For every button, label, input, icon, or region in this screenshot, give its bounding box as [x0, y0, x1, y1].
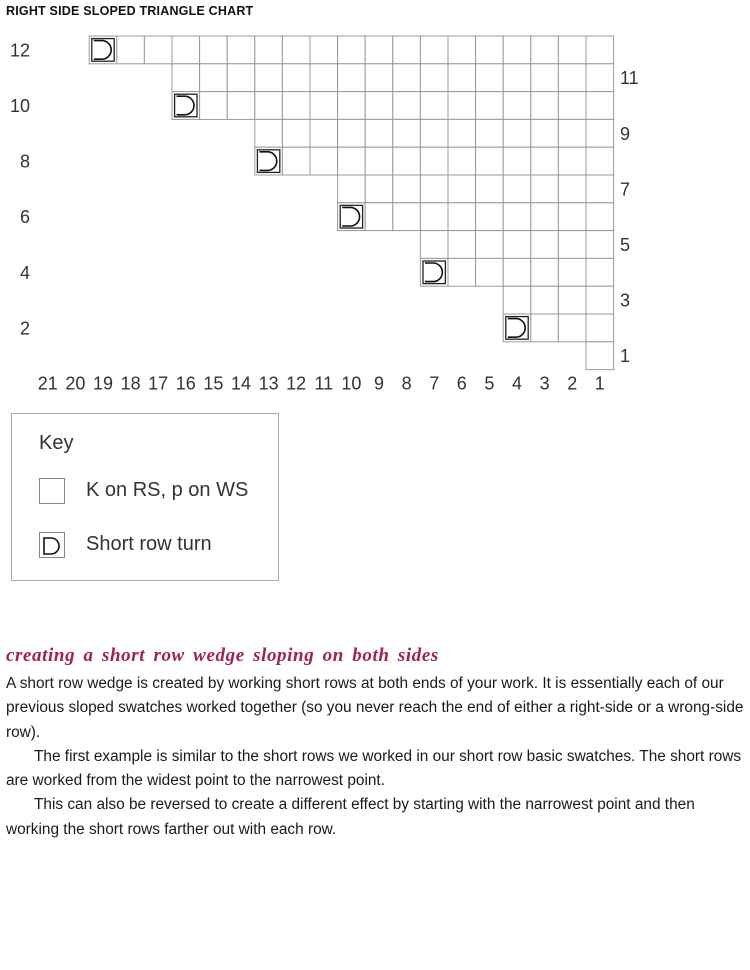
column-label: 7 — [429, 373, 440, 394]
chart-cell — [586, 231, 614, 259]
chart-cell — [558, 147, 586, 175]
chart-cell — [476, 203, 504, 231]
chart-cell — [448, 36, 476, 64]
chart-cell — [338, 64, 366, 92]
chart-cell — [448, 92, 476, 120]
chart-cell — [393, 119, 421, 147]
chart-cell — [365, 147, 393, 175]
chart-cell — [531, 92, 559, 120]
chart-cell — [227, 64, 255, 92]
column-label: 8 — [401, 373, 412, 394]
row-label-right: 9 — [620, 123, 631, 144]
chart-cell — [558, 36, 586, 64]
chart-title: RIGHT SIDE SLOPED TRIANGLE CHART — [6, 4, 254, 18]
paragraph: The first example is similar to the short rows we worked in our short row basic swatches. The short rows are worked from the widest point to the narrowest point. — [6, 747, 742, 790]
chart-cell — [420, 92, 448, 120]
section-heading: creating a short row wedge sloping on both sides — [6, 645, 439, 666]
row-label-right: 3 — [620, 290, 631, 311]
chart-cell — [393, 92, 421, 120]
chart-cell — [227, 92, 255, 120]
chart-cell — [310, 147, 338, 175]
column-label: 13 — [258, 373, 279, 394]
chart-cell — [586, 119, 614, 147]
chart-cell — [503, 119, 531, 147]
chart-cell — [503, 36, 531, 64]
empty-square-icon — [39, 478, 65, 504]
chart-cell — [200, 92, 228, 120]
chart-cell — [586, 64, 614, 92]
chart-cell — [558, 314, 586, 342]
chart-cell — [448, 231, 476, 259]
column-label: 12 — [286, 373, 307, 394]
chart-cell — [586, 286, 614, 314]
chart-cell — [558, 64, 586, 92]
chart-key — [11, 413, 279, 581]
key-item-label: K on RS, p on WS — [86, 479, 249, 501]
chart-cell — [476, 64, 504, 92]
chart-cell — [420, 36, 448, 64]
key-item-label: Short row turn — [86, 533, 212, 555]
chart-cell — [117, 36, 145, 64]
key-item-short-row-turn — [39, 532, 269, 560]
chart-cell — [365, 119, 393, 147]
chart-cell — [503, 147, 531, 175]
chart-cell — [586, 147, 614, 175]
chart-cell — [144, 36, 172, 64]
chart-cell — [420, 175, 448, 203]
chart-cell — [476, 258, 504, 286]
column-label: 5 — [484, 373, 495, 394]
paragraph: This can also be reversed to create a different effect by starting with the narrowest point and then working the short rows farther out with each row. — [6, 796, 695, 838]
chart-cell — [365, 175, 393, 203]
chart-cell — [420, 147, 448, 175]
chart-cell — [531, 36, 559, 64]
paragraph: A short row wedge is created by working short rows at both ends of your work. It is essentially each of our previous sloped swatches worked together (so you never reach the end of either a right-side or a wrong-side row). — [6, 675, 744, 741]
column-label: 21 — [37, 373, 58, 394]
chart-cell — [365, 64, 393, 92]
chart-cell — [586, 203, 614, 231]
chart-cell — [531, 314, 559, 342]
column-label: 18 — [120, 373, 141, 394]
row-label-left: 10 — [9, 96, 30, 116]
row-label-right: 1 — [620, 346, 631, 367]
knitting-chart — [0, 22, 750, 402]
chart-cell — [255, 64, 283, 92]
chart-cell — [420, 231, 448, 259]
chart-cell — [448, 119, 476, 147]
chart-cell — [282, 147, 310, 175]
column-label: 2 — [567, 373, 578, 394]
chart-cell — [310, 92, 338, 120]
chart-cell — [503, 92, 531, 120]
column-label: 19 — [92, 373, 114, 394]
column-label: 3 — [539, 373, 550, 394]
chart-cell — [282, 119, 310, 147]
chart-cell — [558, 231, 586, 259]
column-label: 1 — [594, 373, 605, 394]
column-label: 10 — [341, 373, 362, 394]
chart-cell — [448, 203, 476, 231]
chart-cell — [558, 203, 586, 231]
chart-cell — [282, 92, 310, 120]
chart-cell — [586, 36, 614, 64]
chart-cell — [172, 36, 200, 64]
row-label-right: 7 — [620, 179, 631, 200]
column-label: 14 — [230, 373, 252, 394]
column-label: 9 — [373, 373, 385, 394]
chart-cell — [338, 92, 366, 120]
chart-cell — [476, 231, 504, 259]
chart-cell — [503, 175, 531, 203]
row-label-left: 12 — [9, 40, 30, 61]
short-row-turn-icon — [39, 532, 65, 558]
chart-cell — [393, 203, 421, 231]
column-label: 6 — [456, 373, 467, 394]
chart-cell — [338, 147, 366, 175]
chart-cell — [531, 203, 559, 231]
chart-cell — [503, 231, 531, 259]
chart-cell — [531, 119, 559, 147]
column-label: 16 — [175, 373, 196, 394]
chart-cell — [503, 203, 531, 231]
chart-cell — [531, 147, 559, 175]
chart-cell — [420, 203, 448, 231]
chart-cell — [558, 258, 586, 286]
chart-cell — [476, 92, 504, 120]
chart-cell — [227, 36, 255, 64]
column-label: 4 — [511, 373, 523, 394]
chart-cell — [476, 175, 504, 203]
chart-cell — [503, 286, 531, 314]
key-title: Key — [39, 432, 74, 454]
chart-cell — [172, 64, 200, 92]
body-text — [6, 672, 744, 842]
chart-cell — [365, 92, 393, 120]
chart-cell — [586, 258, 614, 286]
column-label: 20 — [65, 373, 86, 394]
row-label-left: 8 — [19, 151, 30, 172]
chart-cell — [393, 147, 421, 175]
chart-cell — [310, 119, 338, 147]
chart-cell — [558, 286, 586, 314]
chart-cell — [448, 147, 476, 175]
chart-cell — [282, 36, 310, 64]
chart-cell — [420, 119, 448, 147]
chart-cell — [282, 64, 310, 92]
chart-cell — [310, 64, 338, 92]
row-label-right: 5 — [620, 235, 631, 255]
chart-cell — [338, 119, 366, 147]
chart-cell — [586, 342, 614, 370]
chart-cell — [558, 92, 586, 120]
chart-cell — [420, 64, 448, 92]
chart-cell — [200, 36, 228, 64]
chart-cell — [476, 36, 504, 64]
chart-cell — [503, 64, 531, 92]
chart-cell — [255, 36, 283, 64]
chart-cell — [448, 258, 476, 286]
chart-cell — [531, 258, 559, 286]
chart-cell — [393, 175, 421, 203]
chart-cell — [365, 36, 393, 64]
row-label-left: 6 — [19, 207, 30, 228]
column-label: 17 — [148, 373, 169, 394]
chart-cell — [338, 175, 366, 203]
chart-cell — [558, 119, 586, 147]
column-label: 11 — [314, 373, 334, 394]
row-label-left: 2 — [19, 318, 30, 339]
chart-cell — [558, 175, 586, 203]
row-label-right: 11 — [620, 68, 639, 89]
chart-cell — [448, 64, 476, 92]
chart-cell — [448, 175, 476, 203]
chart-cell — [476, 119, 504, 147]
column-label: 15 — [203, 373, 224, 394]
chart-cell — [338, 36, 366, 64]
chart-cell — [310, 36, 338, 64]
chart-cell — [503, 258, 531, 286]
chart-cell — [476, 147, 504, 175]
row-label-left: 4 — [19, 262, 30, 283]
chart-cell — [531, 286, 559, 314]
chart-cell — [393, 36, 421, 64]
key-item-knit — [39, 478, 269, 506]
chart-cell — [365, 203, 393, 231]
chart-cell — [255, 119, 283, 147]
chart-cell — [586, 92, 614, 120]
chart-cell — [255, 92, 283, 120]
chart-cell — [586, 314, 614, 342]
chart-cell — [393, 64, 421, 92]
chart-cell — [531, 175, 559, 203]
chart-cell — [200, 64, 228, 92]
chart-cell — [586, 175, 614, 203]
chart-cell — [531, 231, 559, 259]
chart-cell — [531, 64, 559, 92]
